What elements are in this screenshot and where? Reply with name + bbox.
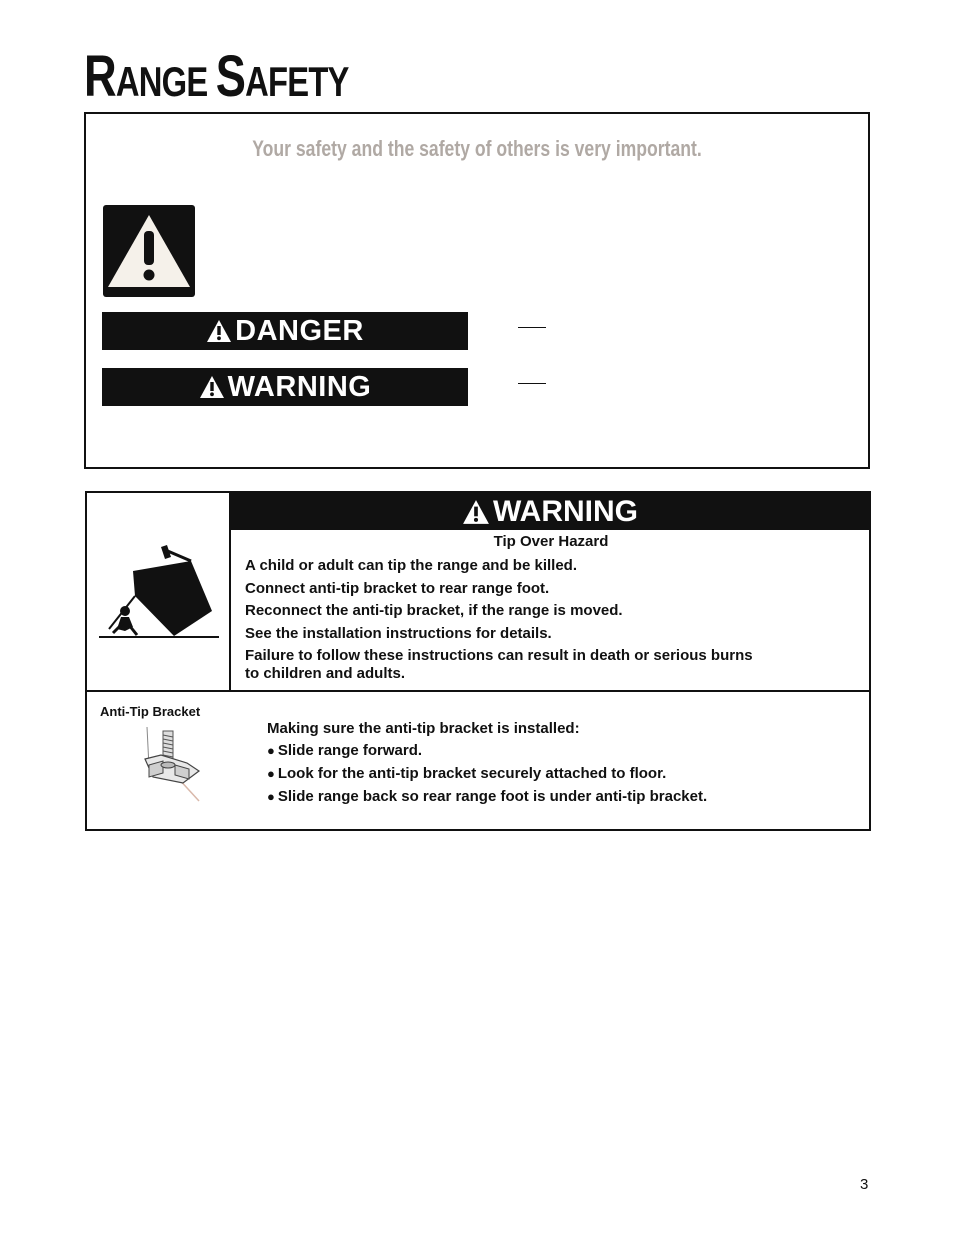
warning-line: Reconnect the anti-tip bracket, if the range is moved.	[245, 602, 623, 619]
alert-triangle-icon	[199, 375, 225, 399]
tip-over-warning-box	[85, 491, 871, 831]
safety-info-box	[84, 112, 870, 469]
warning-line: Failure to follow these instructions can result in death or serious burns	[245, 647, 753, 664]
warning-label: WARNING	[227, 370, 372, 403]
page-number: 3	[860, 1176, 869, 1193]
tip-over-illustration-panel	[87, 493, 231, 690]
warning-header-label: WARNING	[493, 494, 638, 528]
check-list-item: ● Look for the anti-tip bracket securely attached to floor.	[267, 765, 667, 782]
check-list-item: ● Slide range forward.	[267, 742, 423, 759]
warning-line: A child or adult can tip the range and be killed.	[245, 557, 577, 574]
safety-alert-triangle-icon	[103, 205, 195, 297]
danger-signal-bar	[102, 312, 468, 350]
section-divider	[87, 690, 869, 692]
check-list-item: ● Slide range back so rear range foot is under anti-tip bracket.	[267, 788, 708, 805]
warning-line: to children and adults.	[245, 665, 406, 682]
warning-line: See the installation instructions for details.	[245, 625, 552, 642]
bullet-icon: ●	[267, 743, 275, 758]
warning-line: Connect anti-tip bracket to rear range foot.	[245, 580, 550, 597]
divider-dash	[518, 327, 546, 328]
alert-triangle-icon	[462, 499, 490, 525]
bracket-label: Anti-Tip Bracket	[100, 704, 201, 719]
bullet-icon: ●	[267, 789, 275, 804]
range-tip-over-illustration	[95, 541, 221, 641]
check-intro: Making sure the anti-tip bracket is installed:	[267, 720, 580, 737]
warning-header	[231, 493, 869, 530]
danger-label: DANGER	[235, 314, 364, 347]
safety-headline: Your safety and the safety of others is very important.	[252, 136, 702, 161]
warning-signal-bar	[102, 368, 468, 406]
divider-dash	[518, 383, 546, 384]
bullet-icon: ●	[267, 766, 275, 781]
page-title: RANGE SAFETY	[84, 44, 349, 109]
hazard-title: Tip Over Hazard	[493, 533, 609, 550]
anti-tip-bracket-illustration	[139, 725, 203, 803]
alert-triangle-icon	[206, 319, 232, 343]
